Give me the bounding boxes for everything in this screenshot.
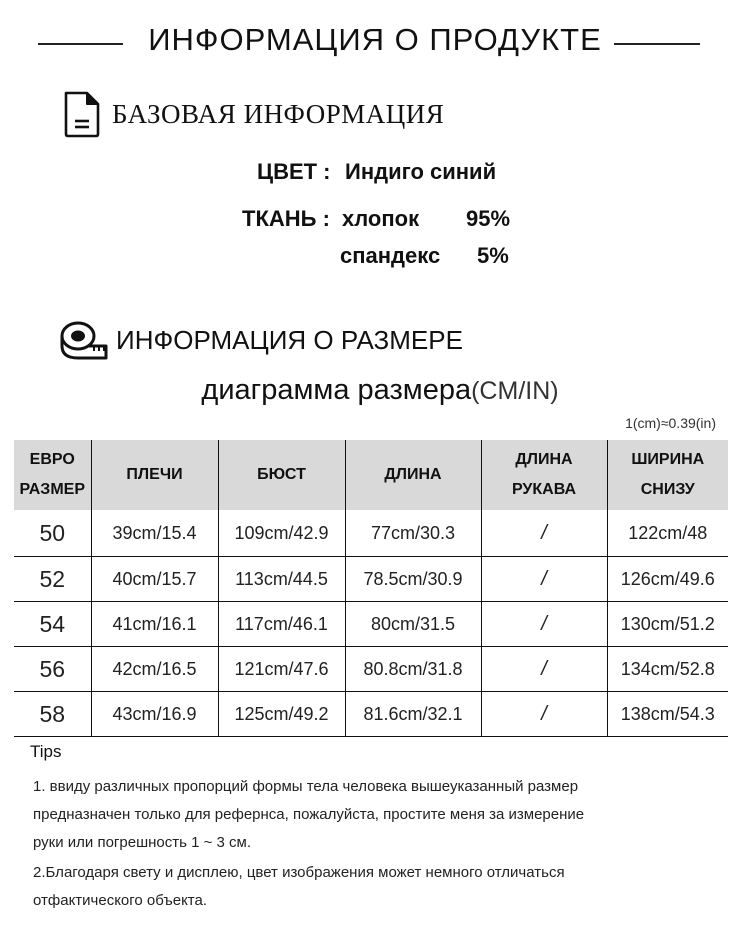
color-label: ЦВЕТ :: [257, 159, 331, 184]
size-chart-title: [0, 374, 750, 407]
column-header-sleeve-length: ДЛИНА РУКАВА: [481, 440, 607, 510]
table-row: [14, 602, 728, 647]
table-cell: 121cm/47.6: [218, 647, 345, 692]
tips-title: Tips: [30, 742, 62, 761]
table-cell: 109cm/42.9: [218, 510, 345, 557]
size-info-heading-text: ИНФОРМАЦИЯ О РАЗМЕРЕ: [116, 324, 463, 355]
color-value: Индиго синий: [345, 159, 497, 184]
material-percent: 5%: [477, 243, 509, 268]
material-name: хлопок: [342, 206, 420, 231]
table-cell: 78.5cm/30.9: [345, 557, 481, 602]
table-cell-size: 58: [14, 692, 91, 737]
table-cell: 122cm/48: [607, 510, 728, 557]
tip-line: 1. ввиду различных пропорций формы тела человека вышеуказанный размер: [33, 778, 579, 795]
column-header-hem-width: ШИРИНА СНИЗУ: [607, 440, 728, 510]
table-cell: 126cm/49.6: [607, 557, 728, 602]
page-title: ИНФОРМАЦИЯ О ПРОДУКТЕ: [148, 22, 602, 57]
column-header-length: ДЛИНА: [345, 440, 481, 510]
table-cell: 80.8cm/31.8: [345, 647, 481, 692]
table-cell-size: 50: [14, 510, 91, 557]
column-header-shoulders: ПЛЕЧИ: [91, 440, 218, 510]
tip-line: руки или погрешность 1 ~ 3 см.: [33, 834, 252, 851]
size-chart-title-text: диаграмма размера: [201, 374, 472, 406]
table-row: [14, 557, 728, 602]
table-cell: 40cm/15.7: [91, 557, 218, 602]
table-cell: 117cm/46.1: [218, 602, 345, 647]
table-cell: 138cm/54.3: [607, 692, 728, 737]
tip-line: отфактического объекта.: [33, 892, 208, 909]
table-cell: /: [481, 647, 607, 692]
unit-conversion-note: 1(cm)≈0.39(in): [625, 415, 716, 431]
size-chart-unit: (CM/IN): [471, 377, 559, 405]
table-cell: 134cm/52.8: [607, 647, 728, 692]
table-cell: 80cm/31.5: [345, 602, 481, 647]
fabric-label: ТКАНЬ :: [242, 206, 330, 231]
size-info-heading: [58, 318, 463, 362]
table-cell-size: 54: [14, 602, 91, 647]
tip-line: 2.Благодаря свету и дисплею, цвет изображения может немного отличаться: [33, 864, 565, 881]
material-name: спандекс: [340, 243, 441, 268]
size-table: [14, 440, 728, 737]
column-header-eu-size: ЕВРО РАЗМЕР: [14, 440, 91, 510]
table-cell: /: [481, 602, 607, 647]
table-cell: 130cm/51.2: [607, 602, 728, 647]
table-cell-size: 52: [14, 557, 91, 602]
table-cell: 113cm/44.5: [218, 557, 345, 602]
table-row: [14, 510, 728, 557]
table-cell: 81.6cm/32.1: [345, 692, 481, 737]
basic-info-heading: [62, 90, 444, 138]
material-percent: 95%: [466, 206, 511, 231]
table-cell: /: [481, 692, 607, 737]
tip-line: предназначен только для рефернса, пожалуйста, простите меня за измерение: [33, 806, 585, 823]
table-cell: 125cm/49.2: [218, 692, 345, 737]
table-cell: 77cm/30.3: [345, 510, 481, 557]
table-cell: 43cm/16.9: [91, 692, 218, 737]
basic-info-heading-text: БАЗОВАЯ ИНФОРМАЦИЯ: [112, 98, 445, 129]
table-cell-size: 56: [14, 647, 91, 692]
table-cell: 39cm/15.4: [91, 510, 218, 557]
table-cell: 41cm/16.1: [91, 602, 218, 647]
table-header-row: [14, 440, 728, 510]
table-cell: /: [481, 557, 607, 602]
table-cell: 42cm/16.5: [91, 647, 218, 692]
table-row: [14, 647, 728, 692]
measuring-tape-icon: [58, 318, 110, 362]
table-cell: /: [481, 510, 607, 557]
table-row: [14, 692, 728, 737]
column-header-bust: БЮСТ: [218, 440, 345, 510]
document-icon: [62, 90, 102, 138]
